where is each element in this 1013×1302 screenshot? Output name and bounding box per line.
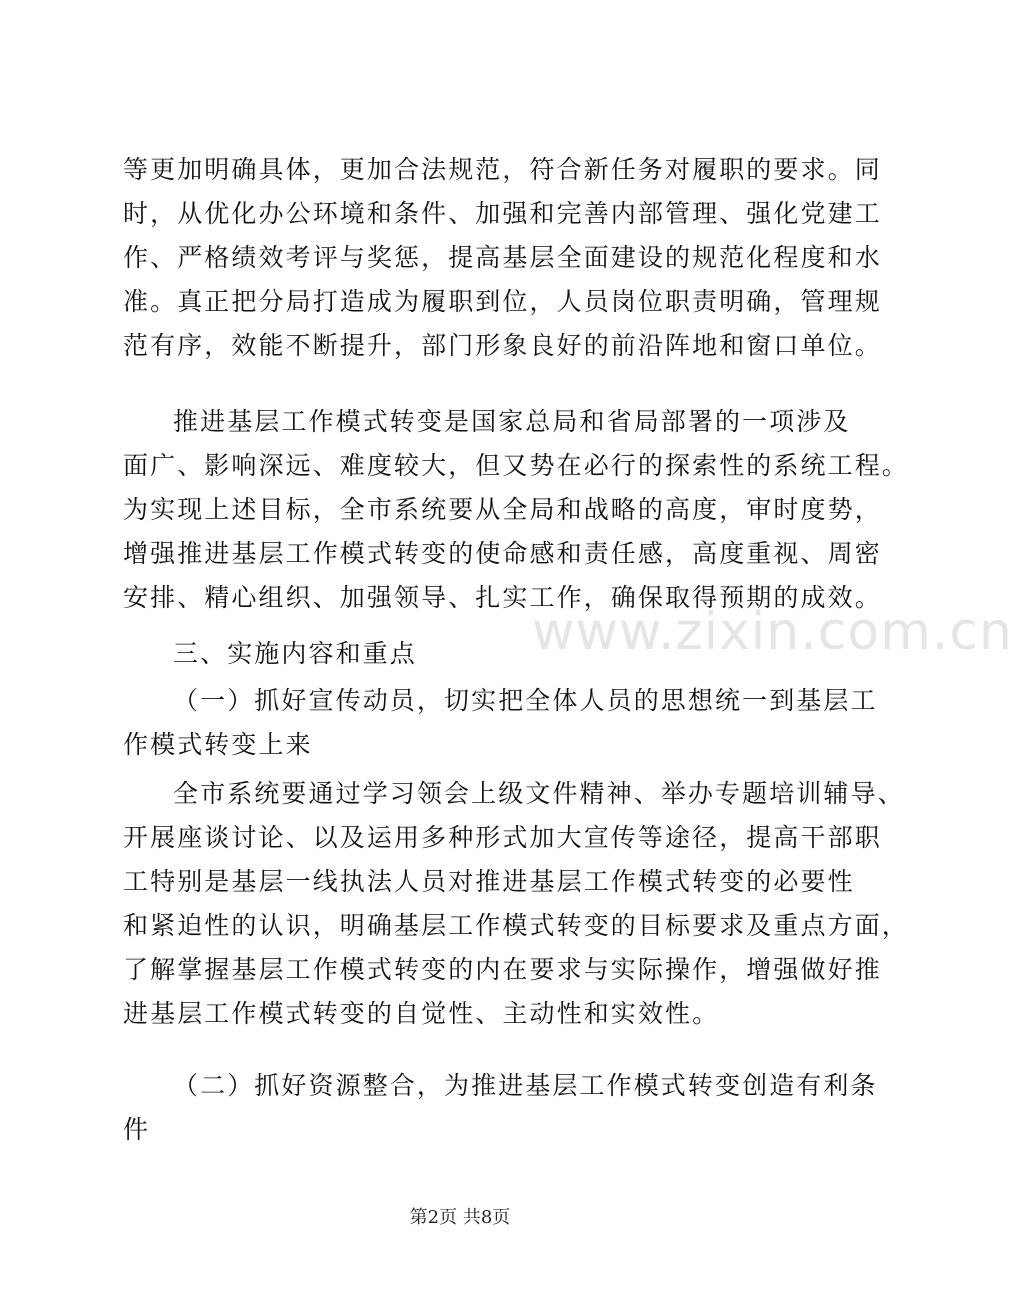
watermark: www.zixin.com.cn xyxy=(532,602,1013,662)
text-line: 作、严格绩效考评与奖惩，提高基层全面建设的规范化程度和水 xyxy=(123,243,882,272)
text-line: 推进基层工作模式转变是国家总局和省局部署的一项涉及 xyxy=(173,407,851,436)
text-line: 等更加明确具体，更加合法规范，符合新任务对履职的要求。同 xyxy=(123,155,882,184)
text-line: 增强推进基层工作模式转变的使命感和责任感，高度重视、周密 xyxy=(123,539,882,568)
subsection-heading: （一）抓好宣传动员，切实把全体人员的思想统一到基层工 xyxy=(173,686,878,715)
subsection-heading: （二）抓好资源整合，为推进基层工作模式转变创造有利条 xyxy=(173,1071,878,1100)
text-line: 面广、影响深远、难度较大，但又势在必行的探索性的系统工程。 xyxy=(123,451,909,480)
subsection-heading-continued: 件 xyxy=(123,1115,151,1144)
section-heading: 三、实施内容和重点 xyxy=(173,639,417,668)
text-line: 时，从优化办公环境和条件、加强和完善内部管理、强化党建工 xyxy=(123,199,882,228)
text-line: 工特别是基层一线执法人员对推进基层工作模式转变的必要性 xyxy=(123,867,855,896)
text-line: 范有序，效能不断提升，部门形象良好的前沿阵地和窗口单位。 xyxy=(123,331,882,360)
text-line: 了解掌握基层工作模式转变的内在要求与实际操作，增强做好推 xyxy=(123,955,882,984)
text-line: 为实现上述目标，全市系统要从全局和战略的高度，审时度势， xyxy=(123,495,882,524)
page-number-footer: 第2页 共8页 xyxy=(409,1207,511,1228)
text-line: 进基层工作模式转变的自觉性、主动性和实效性。 xyxy=(123,999,720,1028)
text-line: 安排、精心组织、加强领导、扎实工作，确保取得预期的成效。 xyxy=(123,583,882,612)
text-line: 开展座谈讨论、以及运用多种形式加大宣传等途径，提高干部职 xyxy=(123,823,882,852)
text-line: 准。真正把分局打造成为履职到位，人员岗位职责明确，管理规 xyxy=(123,287,882,316)
text-line: 和紧迫性的认识，明确基层工作模式转变的目标要求及重点方面， xyxy=(123,911,909,940)
subsection-heading-continued: 作模式转变上来 xyxy=(123,730,313,759)
text-line: 全市系统要通过学习领会上级文件精神、举办专题培训辅导、 xyxy=(173,779,905,808)
